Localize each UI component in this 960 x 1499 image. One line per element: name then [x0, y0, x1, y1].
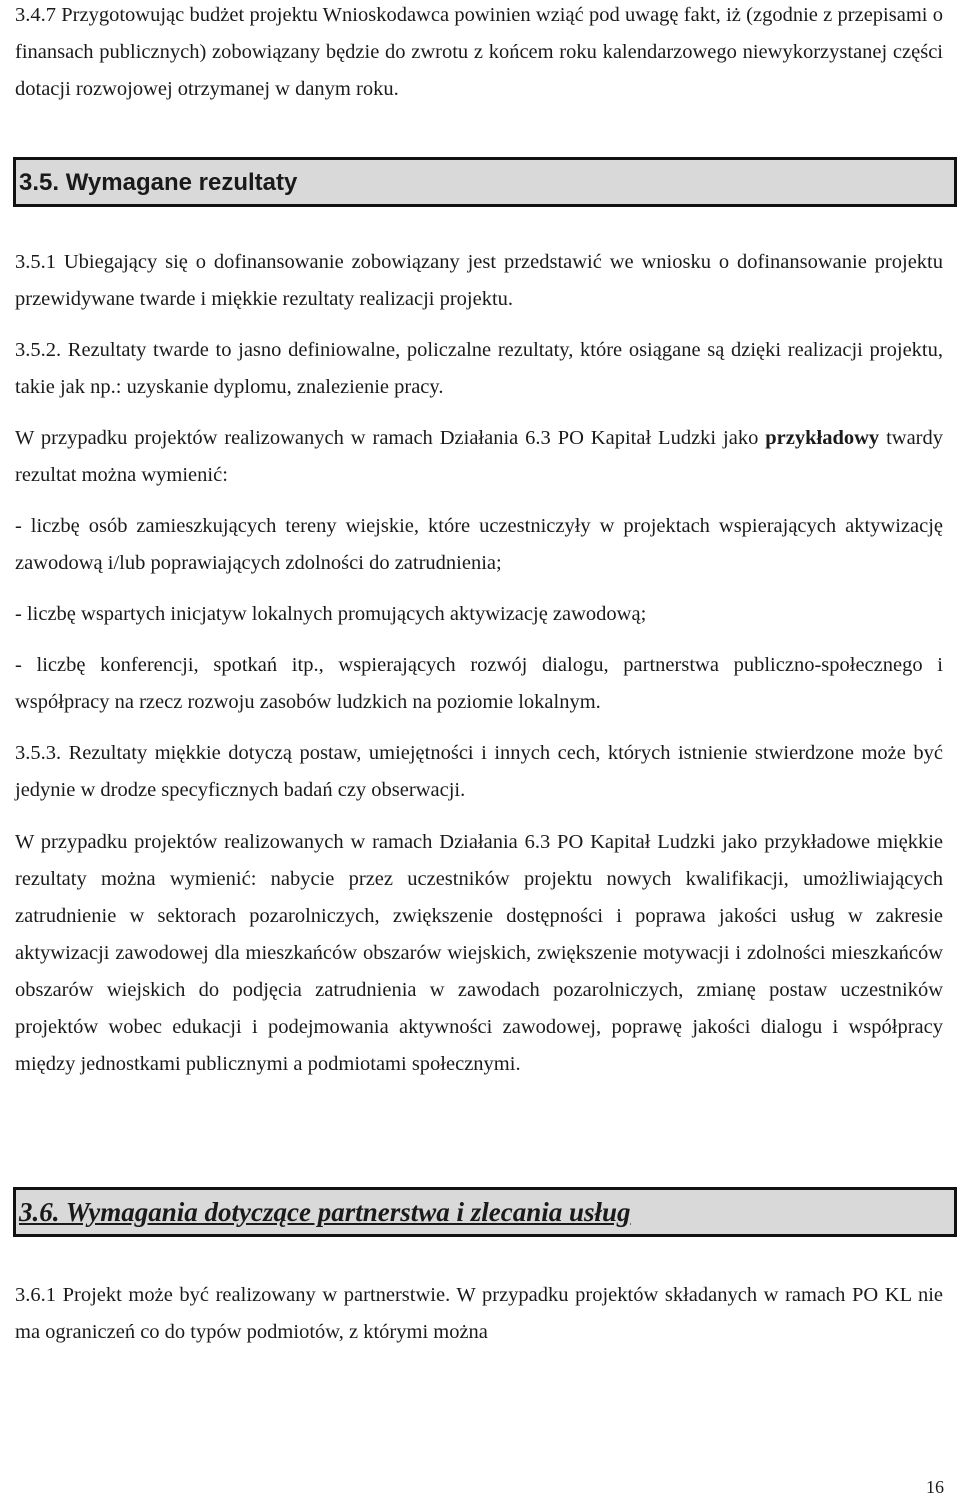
paragraph-soft-results: W przypadku projektów realizowanych w ramach Działania 6.3 PO Kapitał Ludzki jako przykładowe miękkie rezultaty można wymienić: nabycie przez uczestników projektu nowych kwalifikacji, umożliwiających zatrudnienie w sektorach pozarolniczych, zwiększenie dostępności i poprawa jakości usług w zakresie aktywizacji zawodowej dla mieszkańców obszarów wiejskich, zwiększenie motywacji i zdolności mieszkańców obszarów wiejskich do podjęcia zatrudnienia w zawodach pozarolniczych, zmianę postaw uczestników projektów wobec edukacji i podejmowania aktywności zawodowej, poprawę jakości dialogu i współpracy między jednostkami publicznymi a podmiotami społecznymi. — [15, 831, 943, 1075]
page-number: 16 — [926, 1477, 944, 1497]
section-heading-3-5 — [13, 157, 957, 207]
hard-intro-tail: twardy rezultat można wymienić: — [15, 427, 944, 486]
paragraph-3-5-1: 3.5.1 Ubiegający się o dofinansowanie zobowiązany jest przedstawić we wniosku o dofinansowanie projektu przewidywane twarde i miękkie rezultaty realizacji projektu. — [15, 251, 943, 310]
section-heading-3-5-label: 3.5. Wymagane rezultaty — [19, 169, 298, 196]
list-item-hard-result-1: - liczbę osób zamieszkujących tereny wiejskie, które uczestniczyły w projektach wspierających aktywizację zawodową i/lub poprawiających zdolności do zatrudnienia; — [15, 515, 943, 574]
paragraph-3-5-3: 3.5.3. Rezultaty miękkie dotyczą postaw, umiejętności i innych cech, których istnienie stwierdzone może być jedynie w drodze specyficznych badań czy obserwacji. — [15, 742, 943, 801]
paragraph-3-4-7: 3.4.7 Przygotowując budżet projektu Wnioskodawca powinien wziąć pod uwagę fakt, iż (zgodnie z przepisami o finansach publicznych) zobowiązany będzie do zwrotu z końcem roku kalendarzowego niewykorzystanej części dotacji rozwojowej otrzymanej w danym roku. — [15, 4, 943, 100]
hard-intro-text: W przypadku projektów realizowanych w ramach Działania 6.3 PO Kapitał Ludzki jako — [15, 427, 759, 449]
list-item-hard-result-2: - liczbę wspartych inicjatyw lokalnych promujących aktywizację zawodową; — [15, 603, 647, 625]
paragraph-hard-results-intro — [15, 420, 943, 494]
list-item-hard-result-3: - liczbę konferencji, spotkań itp., wspierających rozwój dialogu, partnerstwa publiczno-społecznego i współpracy na rzecz rozwoju zasobów ludzkich na poziomie lokalnym. — [15, 654, 943, 713]
hard-intro-emphasis: przykładowy — [765, 427, 880, 449]
section-heading-3-6 — [13, 1187, 957, 1237]
paragraph-3-5-2: 3.5.2. Rezultaty twarde to jasno definiowalne, policzalne rezultaty, które osiągane są dzięki realizacji projektu, takie jak np.: uzyskanie dyplomu, znalezienie pracy. — [15, 339, 943, 398]
section-heading-3-6-label: 3.6. Wymagania dotyczące partnerstwa i zlecania usług — [19, 1197, 631, 1227]
paragraph-3-6-1: 3.6.1 Projekt może być realizowany w partnerstwie. W przypadku projektów składanych w ramach PO KL nie ma ograniczeń co do typów podmiotów, z którymi można — [15, 1284, 943, 1343]
